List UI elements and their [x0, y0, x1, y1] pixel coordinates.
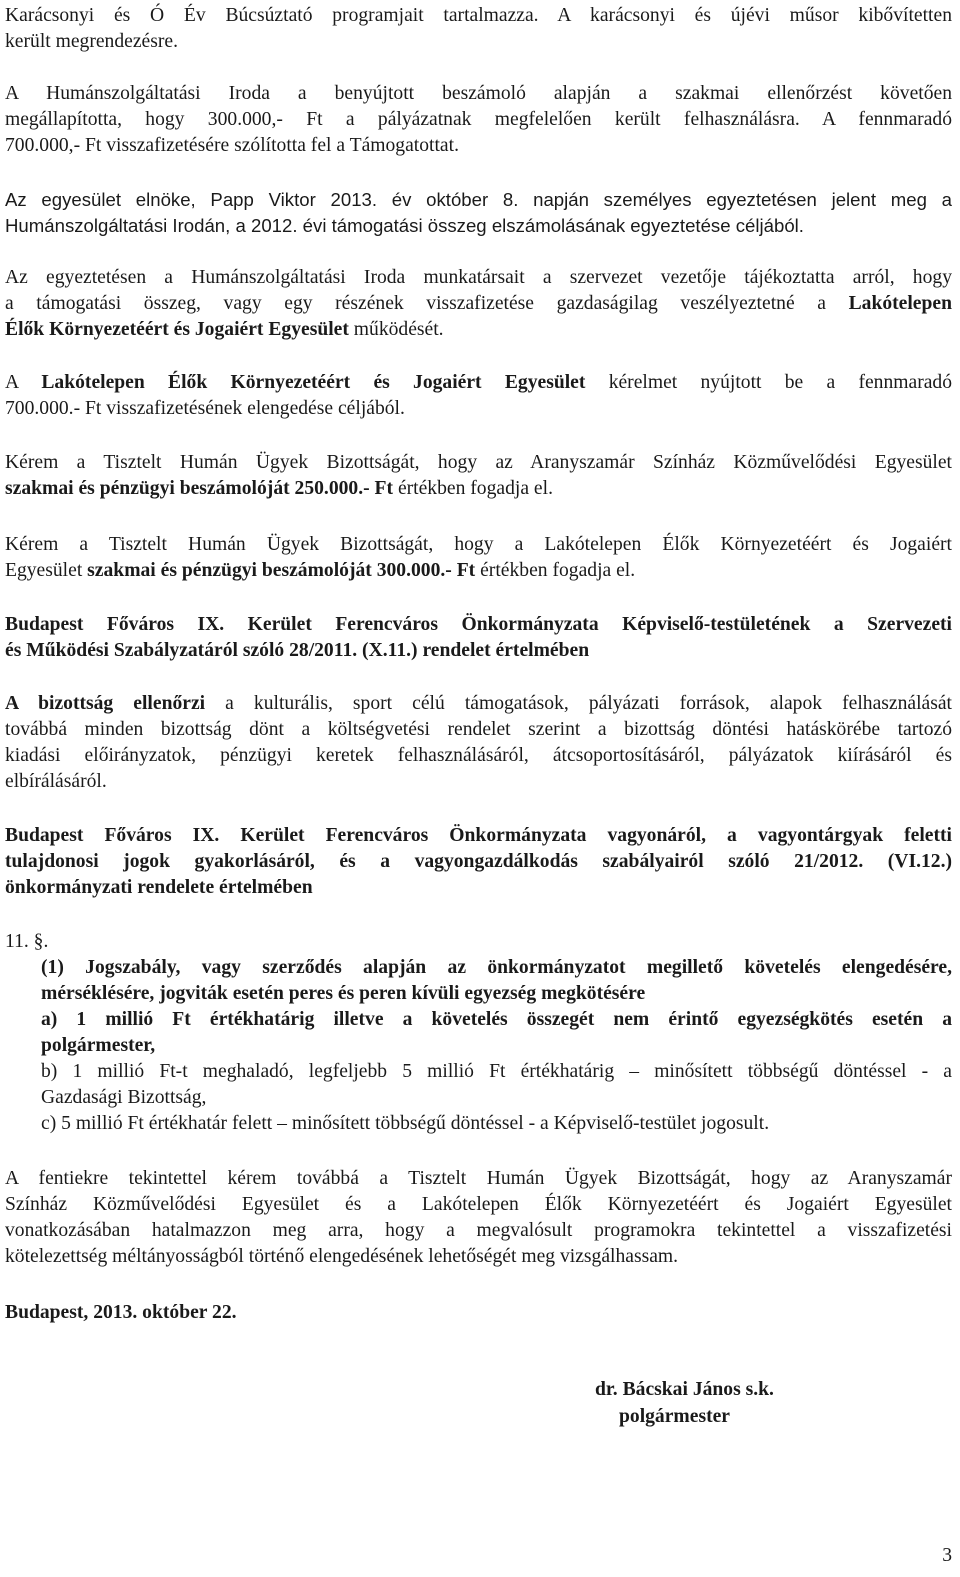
heading-smsz: [5, 612, 952, 664]
heading-asset-decree: [5, 823, 952, 901]
text-line: Budapest Főváros IX. Kerület Ferencváros Önkormányzata vagyonáról, a vagyontárgyak feletti: [5, 825, 952, 846]
text-fragment: a támogatási összeg, vagy egy részének visszafizetése gazdaságilag veszélyeztetné a: [5, 293, 826, 314]
paragraph-authorization: [5, 1166, 952, 1270]
text-fragment: értékben fogadja el.: [397, 478, 553, 499]
text-line: (1) Jogszabály, vagy szerződés alapján az önkormányzatot megillető követelés elengedésére,: [41, 957, 952, 978]
text-fragment: A: [5, 372, 19, 393]
signature-title: polgármester: [619, 1406, 730, 1427]
text-fragment: Egyesület: [5, 560, 83, 581]
text-line: került megrendezésre.: [5, 31, 178, 52]
text-line: és Működési Szabályzatáról szóló 28/2011. (X.11.) rendelet értelmében: [5, 640, 590, 661]
text-line: önkormányzati rendelete értelmében: [5, 877, 313, 898]
text-line: Kérem a Tisztelt Humán Ügyek Bizottságát, hogy az Aranyszamár Színház Közművelődési Egyesület: [5, 452, 952, 473]
text-line: Gazdasági Bizottság,: [41, 1087, 207, 1108]
section-items: [41, 955, 952, 1137]
text-line: A Humánszolgáltatási Iroda a benyújtott beszámoló alapján a szakmai ellenőrzést követően: [5, 83, 952, 104]
signature-name: dr. Bácskai János s.k.: [595, 1379, 774, 1400]
bold-text: A bizottság ellenőrzi: [5, 693, 206, 714]
text-line: b) 1 millió Ft-t meghaladó, legfeljebb 5 millió Ft értékhatárig – minősített többségű döntéssel - a: [41, 1061, 952, 1082]
text-fragment: értékben fogadja el.: [480, 560, 636, 581]
text-line: tulajdonosi jogok gyakorlásáról, és a vagyongazdálkodás szabályairól szóló 21/2012. (VI.12.): [5, 851, 952, 872]
text-line: polgármester,: [41, 1035, 156, 1056]
document-date: [5, 1300, 952, 1326]
organization-name: Lakótelepen: [848, 293, 952, 314]
text-line: Kérem a Tisztelt Humán Ügyek Bizottságát, hogy a Lakótelepen Élők Környezetéért és Jogaiért: [5, 534, 952, 555]
bold-text: szakmai és pénzügyi beszámolóját 250.000.- Ft: [5, 478, 394, 499]
text-line: Színház Közművelődési Egyesület és a Lakótelepen Élők Környezetéért és Jogaiért Egyesület: [5, 1194, 952, 1215]
paragraph-proposal-lakotelep: [5, 532, 952, 584]
text-line: a) 1 millió Ft értékhatárig illetve a követelés összegét nem érintő egyezségkötés esetén a: [41, 1009, 952, 1030]
text-line: [5, 370, 952, 396]
text-line: megállapította, hogy 300.000,- Ft a pályázatnak megfelelően került felhasználásra. A fennmaradó: [5, 109, 952, 130]
page-number: 3: [942, 1545, 952, 1566]
text-line: kiadási előirányzatok, pénzügyi keretek felhasználásáról, átcsoportosításáról, pályázatok kiírásáról és: [5, 745, 952, 766]
paragraph-program: [5, 3, 952, 55]
text-line: Karácsonyi és Ó Év Búcsúztató programjait tartalmazza. A karácsonyi és újévi műsor kibővítetten: [5, 5, 952, 26]
text-fragment: működését.: [353, 319, 444, 340]
paragraph-review: [5, 81, 952, 159]
paragraph-proposal-aranyszamar: [5, 450, 952, 502]
text-line: Budapest Főváros IX. Kerület Ferencváros Önkormányzata Képviselő-testületének a Szervezeti: [5, 614, 952, 635]
text-line: kötelezettség méltányosságból történő elengedésének lehetőségét meg vizsgálhassam.: [5, 1246, 679, 1267]
text-line: Humánszolgáltatási Irodán, a 2012. évi támogatási összeg elszámolásának egyeztetése céljából.: [5, 215, 804, 236]
text-line: vonatkozásában hatalmazzon meg arra, hogy a megvalósult programokra tekintettel a visszafizetési: [5, 1220, 952, 1241]
paragraph-request: [5, 370, 952, 422]
text-fragment: kérelmet nyújtott be a fennmaradó: [608, 372, 953, 393]
text-line: [5, 691, 952, 717]
section-number: [5, 929, 952, 955]
text-line: [5, 558, 952, 584]
text-line: 700.000.- Ft visszafizetésének elengedése céljából.: [5, 398, 405, 419]
text-line: elbírálásáról.: [5, 771, 107, 792]
date-text: Budapest, 2013. október 22.: [5, 1302, 237, 1323]
paragraph-consultation: [5, 265, 952, 343]
text-line: [5, 317, 952, 343]
text-line: Az egyesület elnöke, Papp Viktor 2013. év október 8. napján személyes egyeztetésen jelent meg a: [5, 189, 952, 210]
text-line: A fentiekre tekintettel kérem továbbá a Tisztelt Humán Ügyek Bizottságát, hogy az Aranyszamár: [5, 1168, 952, 1189]
text-fragment: a kulturális, sport célú támogatások, pályázati források, alapok felhasználását: [225, 693, 952, 714]
text-line: 700.000,- Ft visszafizetésére szólította fel a Támogatottat.: [5, 135, 459, 156]
paragraph-committee: [5, 691, 952, 795]
organization-name: Élők Környezetéért és Jogaiért Egyesület: [5, 319, 349, 340]
section-label: 11. §.: [5, 931, 49, 952]
text-line: Az egyeztetésen a Humánszolgáltatási Iroda munkatársait a szervezet vezetője tájékoztatta arról, hogy: [5, 267, 952, 288]
text-line: mérséklésére, jogviták esetén peres és peren kívüli egyezség megkötésére: [41, 983, 646, 1004]
text-line: továbbá minden bizottság dönt a költségvetési rendelet szerint a bizottság döntési hatáskörébe tartozó: [5, 719, 952, 740]
text-line: c) 5 millió Ft értékhatár felett – minősített többségű döntéssel - a Képviselő-testület jogosult.: [41, 1113, 770, 1134]
paragraph-meeting: [5, 187, 952, 239]
organization-name: Lakótelepen Élők Környezetéért és Jogaiért Egyesület: [41, 372, 586, 393]
text-line: [5, 291, 952, 317]
text-line: [5, 476, 952, 502]
bold-text: szakmai és pénzügyi beszámolóját 300.000.- Ft: [87, 560, 476, 581]
